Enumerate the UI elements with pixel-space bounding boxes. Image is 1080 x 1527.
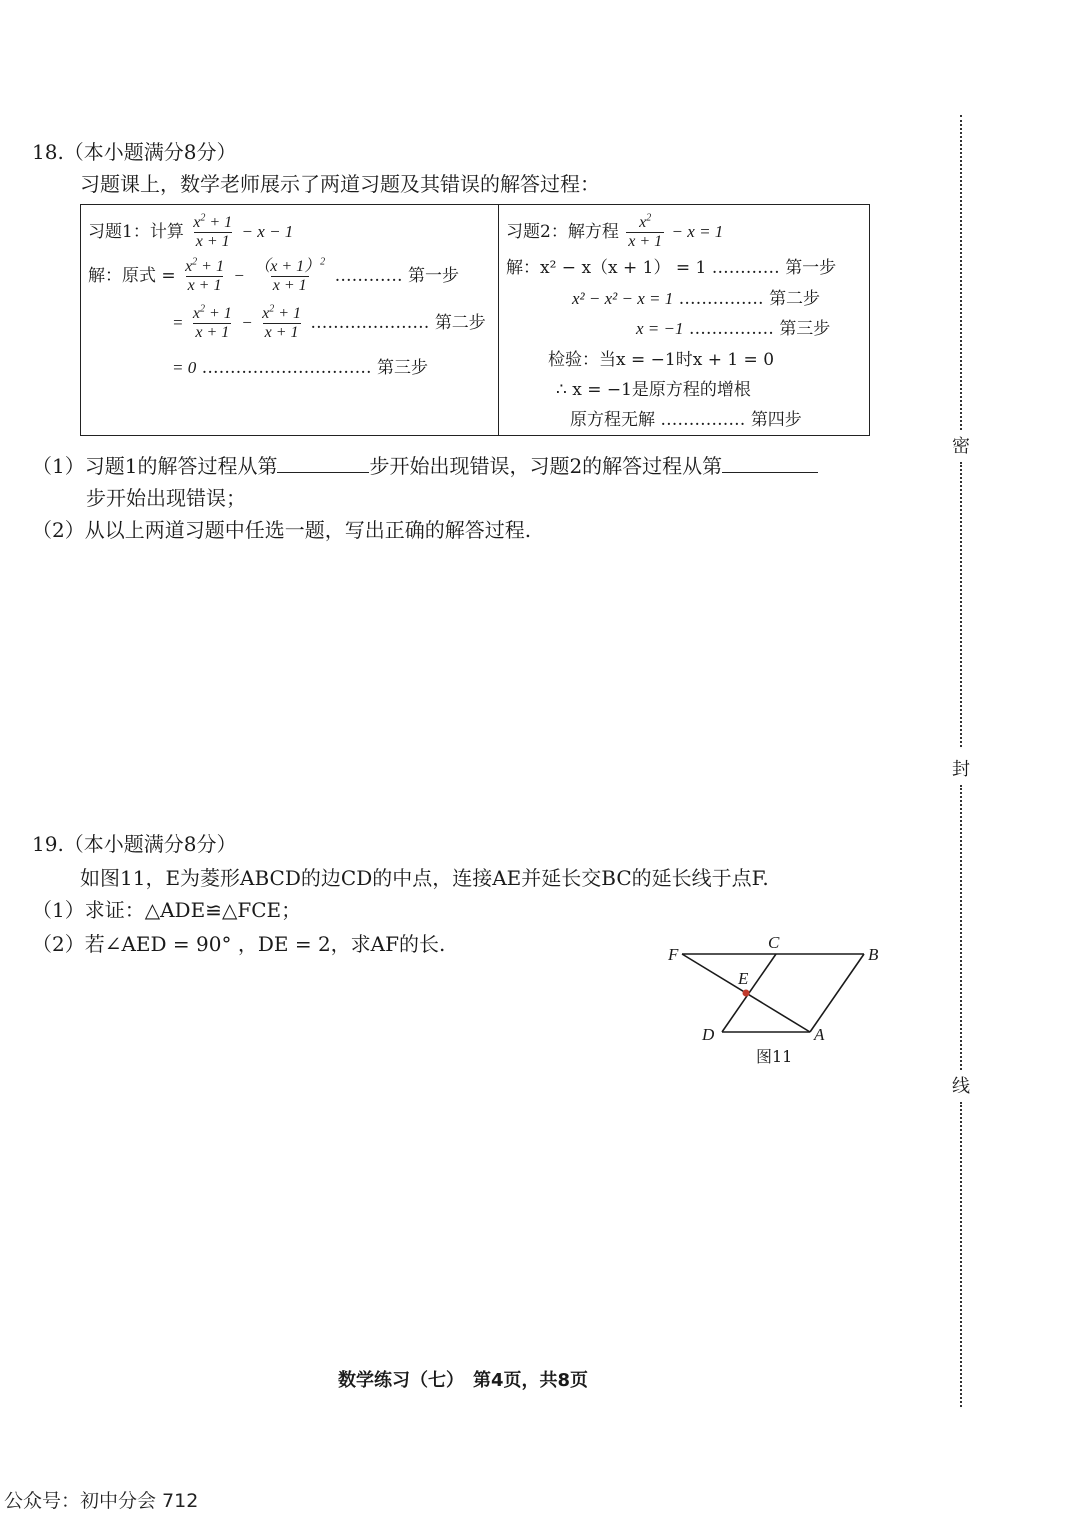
binding-line-bottom — [960, 1102, 962, 1407]
binding-char-feng: 封 — [952, 759, 970, 780]
ex1-title-row: 习题1：计算 $\frac{x^2 + 1}{x + 1}$ − x − 1 — [88, 212, 294, 250]
ex2-step2: 第二步 — [769, 289, 821, 309]
ex1-line2: = $\frac{x^2 + 1}{x + 1}$ − $\frac{x^2 + 1}{x + 1}$ ………………… 第二步 — [172, 303, 486, 341]
ex1-fraction: $\frac{x^2 + 1}{x + 1}$ — [193, 212, 233, 250]
binding-line-mid2 — [960, 785, 962, 1070]
label-d: D — [702, 1025, 715, 1044]
ex2-nosol-row: 原方程无解 …………… 第四步 — [570, 410, 802, 430]
ex1-step2: 第二步 — [434, 313, 486, 333]
q18-intro: 习题课上，数学老师展示了两道习题及其错误的解答过程： — [80, 172, 600, 196]
binding-char-mi: 密 — [952, 436, 970, 457]
ex2-line1-text: 解：x² − x（x + 1） = 1 — [506, 258, 707, 278]
ex2-check: 检验：当x = −1时x + 1 = 0 — [548, 350, 775, 370]
binding-char-xian: 线 — [952, 1076, 970, 1097]
ex2-rhs: − x = 1 — [671, 222, 724, 241]
label-a: A — [814, 1025, 825, 1044]
figure-caption: 图11 — [756, 1047, 793, 1066]
q18-part1-a: （1）习题1的解答过程从第 — [32, 454, 278, 478]
point-e — [743, 990, 750, 997]
binding-line-top — [960, 115, 962, 430]
ex2-nosol: 原方程无解 — [570, 410, 655, 430]
answer-blank-2[interactable] — [722, 455, 818, 473]
ex1-title: 习题1：计算 — [88, 222, 184, 242]
q19-intro: 如图11，E为菱形ABCD的边CD的中点，连接AE并延长交BC的延长线于点F. — [80, 866, 769, 890]
label-e: E — [738, 969, 749, 988]
q18-part1-b: 步开始出现错误，习题2的解答过程从第 — [369, 454, 723, 478]
q18-part1-c: 步开始出现错误； — [86, 486, 246, 510]
ex2-root: ∴ x = −1是原方程的增根 — [556, 380, 751, 400]
q18-part2: （2）从以上两道习题中任选一题，写出正确的解答过程. — [32, 518, 532, 542]
ex2-line3: x = −1 …………… 第三步 — [636, 319, 831, 339]
ex1-step3: 第三步 — [377, 358, 429, 378]
label-f: F — [668, 945, 679, 964]
ex2-step3: 第三步 — [779, 319, 831, 339]
ex2-line3-text: x = −1 — [636, 319, 684, 338]
ex2-step4: 第四步 — [750, 410, 802, 430]
ex2-line2-text: x² − x² − x = 1 — [572, 289, 674, 308]
q19-header: 19.（本小题满分8分） — [32, 832, 237, 856]
label-b: B — [868, 945, 879, 964]
ex1-line3: = 0 ………………………… 第三步 — [172, 358, 429, 378]
watermark: 公众号：初中分会 712 — [4, 1490, 199, 1512]
q19-part2: （2）若∠AED = 90° ，DE = 2，求AF的长. — [32, 932, 446, 956]
q18-part1-row — [32, 452, 818, 480]
q18-box-divider — [498, 204, 499, 436]
ex2-title-row: 习题2：解方程 $\frac{x^2}{x + 1}$ − x = 1 — [506, 212, 724, 250]
ex2-line1: 解：x² − x（x + 1） = 1 ………… 第一步 — [506, 258, 837, 278]
ex1-result: = 0 — [172, 358, 197, 377]
ex1-step1: 第一步 — [407, 266, 459, 286]
ex2-line2: x² − x² − x = 1 …………… 第二步 — [572, 289, 821, 309]
q19-part1: （1）求证：△ADE≌△FCE； — [32, 898, 302, 922]
ex1-line1: 解：原式 = $\frac{x^2 + 1}{x + 1}$ − $\frac{(x + 1)^2}{x + 1}$ ………… 第一步 — [88, 256, 459, 294]
ex1-sol-label: 解：原式 = — [88, 266, 176, 286]
ex2-step1: 第一步 — [785, 258, 837, 278]
binding-line-mid1 — [960, 462, 962, 747]
page-footer: 数学练习（七） 第4页，共8页 — [338, 1370, 589, 1391]
ex2-title: 习题2：解方程 — [506, 222, 619, 242]
answer-blank-1[interactable] — [277, 455, 369, 473]
label-c: C — [768, 933, 780, 952]
figure-11 — [660, 930, 900, 1070]
segment-ba — [810, 954, 864, 1032]
q18-header: 18.（本小题满分8分） — [32, 140, 237, 164]
